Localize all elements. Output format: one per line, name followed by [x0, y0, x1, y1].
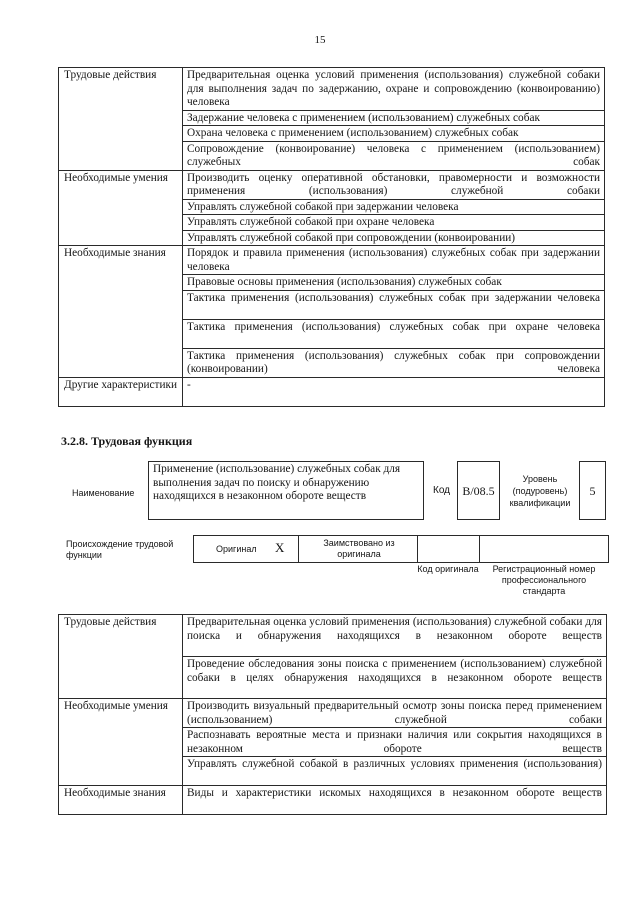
table-cell: Управлять служебной собакой в различных условиях применения (использования) — [183, 757, 607, 786]
original-mark: X — [275, 540, 285, 555]
table-cell: Предварительная оценка условий применения (использования) служебной собаки для поиска и обнаружения находящихся в незаконном обороте веществ — [183, 615, 607, 657]
table-cell: Тактика применения (использования) служебных собак при задержании человека — [183, 290, 605, 319]
function-code-box: B/08.5 — [457, 461, 500, 520]
table-row — [59, 68, 605, 111]
original-label: Оригинал — [216, 544, 257, 554]
table-cell: Виды и характеристики искомых находящихся в незаконном обороте веществ — [183, 786, 607, 815]
name-label: Наименование — [72, 488, 135, 498]
row-header-labor-actions: Трудовые действия — [59, 615, 183, 699]
table-cell: Управлять служебной собакой при сопровождении (конвоировании) — [183, 230, 605, 246]
table-cell: Задержание человека с применением (использованием) служебных собак — [183, 110, 605, 126]
registration-number-label: Регистрационный номер профессионального стандарта — [492, 564, 596, 596]
table-cell: Порядок и правила применения (использования) служебных собак при задержании человека — [183, 246, 605, 275]
table-cell: Тактика применения (использования) служебных собак при сопровождении (конвоировании) человека — [183, 348, 605, 377]
page-number: 15 — [314, 34, 326, 46]
table-row — [59, 786, 607, 815]
original-code-label: Код оригинала — [417, 564, 479, 574]
table-cell: Управлять служебной собакой при охране человека — [183, 215, 605, 231]
table-row — [59, 246, 605, 275]
code-label: Код — [433, 485, 451, 496]
table-cell: Распознавать вероятные места и признаки наличия или сокрытия находящихся в незаконном обороте веществ — [183, 728, 607, 757]
row-header-skills: Необходимые умения — [59, 699, 183, 786]
origin-table — [193, 535, 609, 563]
table-cell: Производить оценку оперативной обстановки, правомерности и возможности применения (использования) служебной собаки — [183, 170, 605, 199]
table-row — [59, 170, 605, 199]
table-cell: - — [183, 377, 605, 406]
row-header-other: Другие характеристики — [59, 377, 183, 406]
origin-label: Происхождение трудовой функции — [66, 539, 174, 560]
borrowed-label: Заимствовано из оригинала — [323, 538, 395, 559]
competency-table-1 — [58, 67, 605, 407]
level-value-box: 5 — [579, 461, 606, 520]
competency-table-2 — [58, 614, 607, 815]
table-cell: Охрана человека с применением (использованием) служебных собак — [183, 126, 605, 142]
function-name-box: Применение (использование) служебных собак для выполнения задач по поиску и обнаружению находящихся в незаконном обороте веществ — [148, 461, 424, 520]
table-cell: Предварительная оценка условий применения (использования) служебной собаки для выполнения задач по задержанию, охране и сопровождению (конвоированию) человека — [183, 68, 605, 111]
table-cell: Сопровождение (конвоирование) человека с применением (использованием) служебных собак — [183, 141, 605, 170]
table-cell: Правовые основы применения (использования) служебных собак — [183, 275, 605, 291]
row-header-knowledge: Необходимые знания — [59, 786, 183, 815]
table-cell: Производить визуальный предварительный осмотр зоны поиска перед применением (использованием) служебной собаки — [183, 699, 607, 728]
section-title: 3.2.8. Трудовая функция — [61, 434, 193, 448]
table-cell: Проведение обследования зоны поиска с применением (использованием) служебной собаки в целях обнаружения находящихся в незаконном обороте веществ — [183, 657, 607, 699]
table-cell: Управлять служебной собакой при задержании человека — [183, 199, 605, 215]
level-label: Уровень (подуровень) квалификации — [509, 474, 571, 508]
table-row — [59, 615, 607, 657]
table-cell: Тактика применения (использования) служебных собак при охране человека — [183, 319, 605, 348]
table-row — [59, 699, 607, 728]
table-row — [59, 377, 605, 406]
row-header-knowledge: Необходимые знания — [59, 246, 183, 378]
row-header-skills: Необходимые умения — [59, 170, 183, 246]
row-header-labor-actions: Трудовые действия — [59, 68, 183, 171]
